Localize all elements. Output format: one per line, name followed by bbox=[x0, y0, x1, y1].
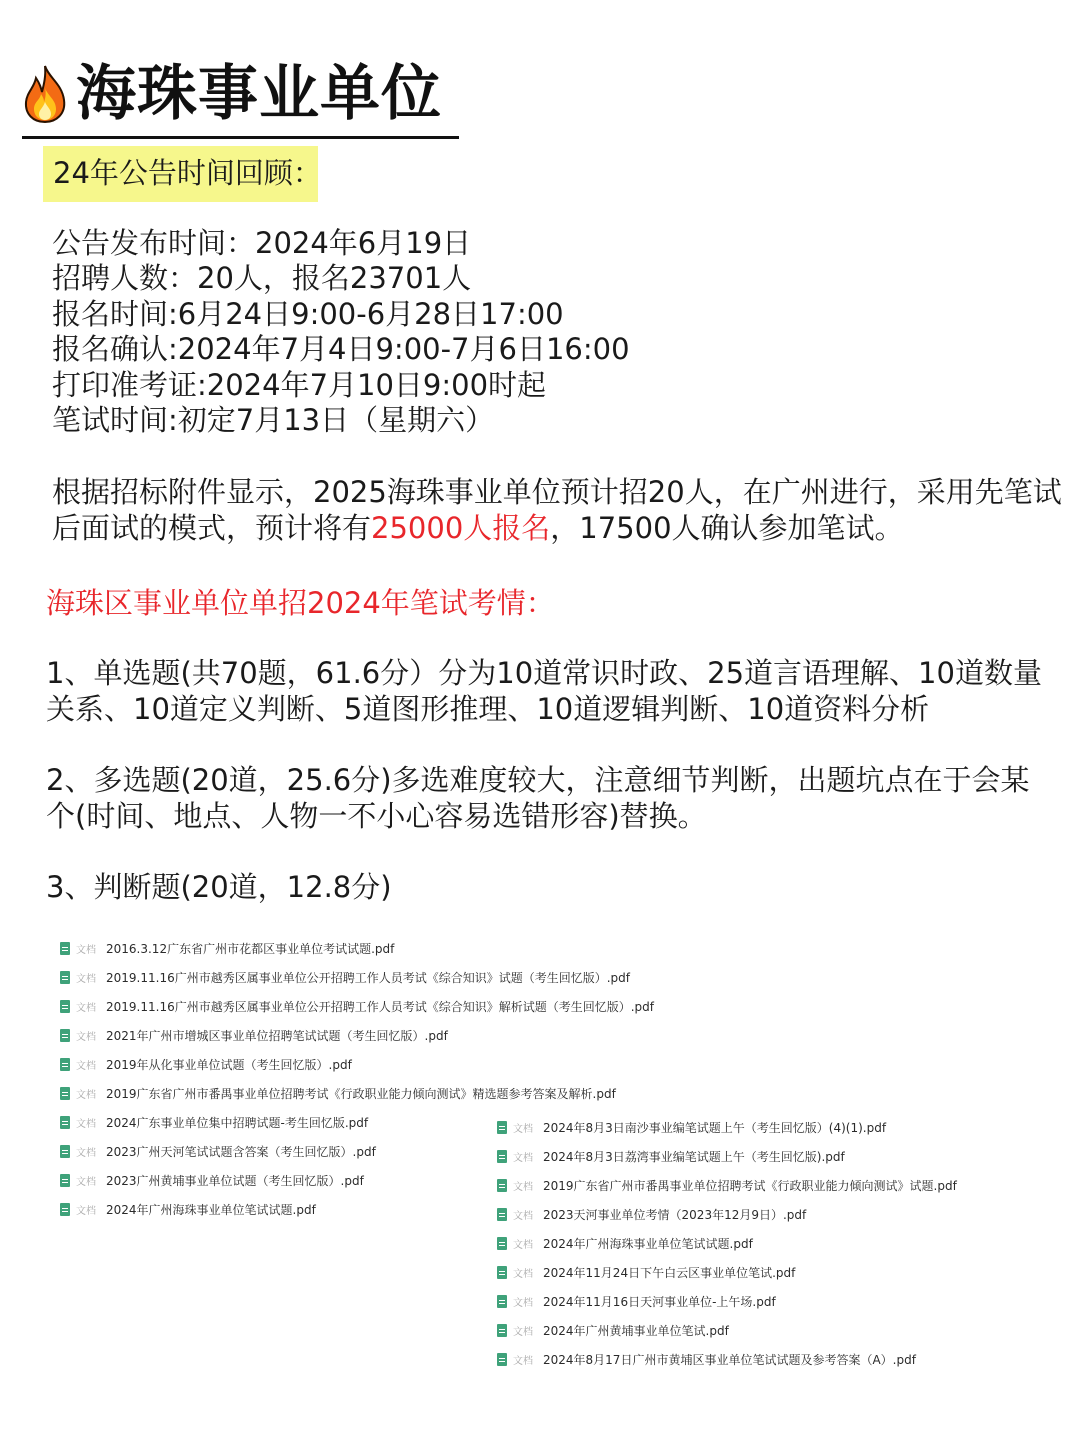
file-tag: 文档 bbox=[513, 1239, 533, 1251]
file-tag: 文档 bbox=[513, 1268, 533, 1280]
document-icon bbox=[60, 1087, 70, 1100]
document-icon bbox=[60, 1000, 70, 1013]
file-tag: 文档 bbox=[513, 1152, 533, 1164]
info-publish-date: 公告发布时间：2024年6月19日 bbox=[52, 226, 472, 260]
file-name: 2023广州天河笔试试题含答案（考生回忆版）.pdf bbox=[106, 1144, 376, 1159]
file-item[interactable] bbox=[497, 1320, 729, 1340]
file-item[interactable] bbox=[60, 1054, 352, 1074]
document-icon bbox=[497, 1121, 507, 1134]
file-item[interactable] bbox=[497, 1175, 957, 1195]
question-single-choice: 1、单选题(共70题，61.6分）分为10道常识时政、25道言语理解、10道数量关系、10道定义判断、5道图形推理、10道逻辑判断、10道资料分析 bbox=[46, 656, 1042, 726]
forecast-paragraph bbox=[52, 474, 1062, 546]
file-name: 2024年8月3日荔湾事业编笔试题上午（考生回忆版).pdf bbox=[543, 1149, 845, 1164]
document-icon bbox=[60, 1116, 70, 1129]
file-item[interactable] bbox=[60, 1199, 316, 1219]
file-tag: 文档 bbox=[76, 1205, 96, 1217]
file-item[interactable] bbox=[497, 1146, 845, 1166]
file-name: 2024年11月16日天河事业单位-上午场.pdf bbox=[543, 1294, 776, 1309]
file-tag: 文档 bbox=[76, 1031, 96, 1043]
file-item[interactable] bbox=[60, 1083, 616, 1103]
forecast-text-before: 根据招标附件显示，2025海珠事业单位预计招20人，在广州进行，采用先笔试后面试的模式，预计将有 bbox=[52, 475, 1062, 545]
file-tag: 文档 bbox=[513, 1355, 533, 1367]
file-tag: 文档 bbox=[76, 1147, 96, 1159]
file-name: 2024年8月17日广州市黄埔区事业单位笔试试题及参考答案（A）.pdf bbox=[543, 1352, 916, 1367]
file-item[interactable] bbox=[60, 967, 630, 987]
page-title: 海珠事业单位 bbox=[76, 59, 442, 129]
question-multiple-choice: 2、多选题(20道，25.6分)多选难度较大，注意细节判断，出题坑点在于会某个(时间、地点、人物一不小心容易选错形容)替换。 bbox=[46, 763, 1030, 833]
file-name: 2024年广州海珠事业单位笔试试题.pdf bbox=[543, 1236, 753, 1251]
file-name: 2019年从化事业单位试题（考生回忆版）.pdf bbox=[106, 1057, 352, 1072]
document-icon bbox=[60, 1058, 70, 1071]
file-item[interactable] bbox=[60, 1170, 364, 1190]
file-name: 2021年广州市增城区事业单位招聘笔试试题（考生回忆版）.pdf bbox=[106, 1028, 448, 1043]
info-recruit-count: 招聘人数：20人，报名23701人 bbox=[52, 261, 472, 296]
announcement-review-label bbox=[43, 146, 322, 202]
file-tag: 文档 bbox=[76, 1176, 96, 1188]
document-icon bbox=[497, 1324, 507, 1337]
file-name: 2016.3.12广东省广州市花都区事业单位考试试题.pdf bbox=[106, 941, 395, 956]
highlight-text: 24年公告时间回顾： bbox=[53, 156, 322, 190]
info-exam-time: 笔试时间:初定7月13日（星期六） bbox=[52, 403, 495, 438]
file-tag: 文档 bbox=[76, 1089, 96, 1101]
file-tag: 文档 bbox=[513, 1297, 533, 1309]
file-name: 2024年8月3日南沙事业编笔试题上午（考生回忆版）(4)(1).pdf bbox=[543, 1120, 887, 1135]
file-tag: 文档 bbox=[76, 973, 96, 985]
document-icon bbox=[497, 1179, 507, 1192]
file-name: 2019广东省广州市番禺事业单位招聘考试《行政职业能力倾向测试》试题.pdf bbox=[543, 1178, 957, 1193]
file-item[interactable] bbox=[60, 1025, 448, 1045]
file-tag: 文档 bbox=[76, 1002, 96, 1014]
file-name: 2019广东省广州市番禺事业单位招聘考试《行政职业能力倾向测试》精选题参考答案及解析.pdf bbox=[106, 1086, 616, 1101]
document-icon bbox=[60, 1174, 70, 1187]
announcement-info bbox=[52, 226, 630, 438]
file-name: 2024广东事业单位集中招聘试题-考生回忆版.pdf bbox=[106, 1115, 369, 1130]
file-name: 2023天河事业单位考情（2023年12月9日）.pdf bbox=[543, 1207, 807, 1222]
file-name: 2024年11月24日下午白云区事业单位笔试.pdf bbox=[543, 1265, 796, 1280]
document-icon bbox=[497, 1208, 507, 1221]
file-tag: 文档 bbox=[513, 1326, 533, 1338]
document-icon bbox=[497, 1266, 507, 1279]
file-tag: 文档 bbox=[76, 1060, 96, 1072]
info-registration-time: 报名时间:6月24日9:00-6月28日17:00 bbox=[52, 296, 564, 331]
file-tag: 文档 bbox=[513, 1181, 533, 1193]
file-item[interactable] bbox=[60, 1112, 368, 1132]
document-icon bbox=[60, 971, 70, 984]
file-item[interactable] bbox=[60, 1141, 376, 1161]
file-name: 2024年广州海珠事业单位笔试试题.pdf bbox=[106, 1202, 316, 1217]
file-item[interactable] bbox=[60, 938, 394, 958]
file-item[interactable] bbox=[497, 1262, 795, 1282]
document-icon bbox=[497, 1150, 507, 1163]
file-item[interactable] bbox=[497, 1233, 753, 1253]
file-name: 2019.11.16广州市越秀区属事业单位公开招聘工作人员考试《综合知识》解析试题（考生回忆版）.pdf bbox=[106, 999, 654, 1014]
file-item[interactable] bbox=[497, 1204, 806, 1224]
file-tag: 文档 bbox=[513, 1210, 533, 1222]
document-icon bbox=[497, 1295, 507, 1308]
file-item[interactable] bbox=[60, 996, 654, 1016]
document-icon bbox=[497, 1237, 507, 1250]
file-item[interactable] bbox=[497, 1117, 886, 1137]
document-icon bbox=[497, 1353, 507, 1366]
forecast-highlight: 25000人报名 bbox=[371, 511, 551, 545]
document-icon bbox=[60, 1029, 70, 1042]
document-icon bbox=[60, 1203, 70, 1216]
fire-icon bbox=[22, 64, 68, 124]
file-name: 2024年广州黄埔事业单位笔试.pdf bbox=[543, 1323, 729, 1338]
file-item[interactable] bbox=[497, 1291, 776, 1311]
info-print-ticket: 打印准考证:2024年7月10日9:00时起 bbox=[52, 367, 547, 402]
file-name: 2019.11.16广州市越秀区属事业单位公开招聘工作人员考试《综合知识》试题（考生回忆版）.pdf bbox=[106, 970, 630, 985]
question-true-false: 3、判断题(20道，12.8分) bbox=[46, 870, 392, 904]
exam-heading: 海珠区事业单位单招2024年笔试考情： bbox=[46, 586, 555, 620]
forecast-text-after: ，17500人确认参加笔试。 bbox=[550, 511, 904, 545]
info-registration-confirm: 报名确认:2024年7月4日9:00-7月6日16:00 bbox=[52, 332, 630, 367]
file-item[interactable] bbox=[497, 1349, 916, 1369]
file-tag: 文档 bbox=[76, 1118, 96, 1130]
document-icon bbox=[60, 942, 70, 955]
file-name: 2023广州黄埔事业单位试题（考生回忆版）.pdf bbox=[106, 1173, 364, 1188]
title-block bbox=[22, 58, 459, 139]
file-tag: 文档 bbox=[513, 1123, 533, 1135]
document-icon bbox=[60, 1145, 70, 1158]
file-tag: 文档 bbox=[76, 944, 96, 956]
